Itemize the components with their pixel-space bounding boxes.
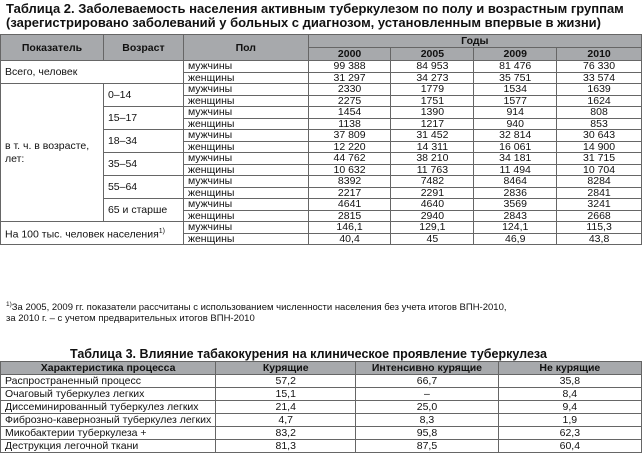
value-cell: 2836	[474, 187, 557, 199]
value-cell: 38 210	[391, 153, 474, 165]
value-cell: 57,2	[216, 375, 356, 388]
table-row	[1, 440, 642, 453]
header-sex: Пол	[183, 35, 308, 61]
value-cell: 31 715	[557, 153, 642, 165]
value-cell: 8392	[308, 176, 391, 188]
value-cell: 35,8	[498, 375, 641, 388]
header-year-2009: 2009	[474, 48, 557, 61]
value-cell: 45	[391, 233, 474, 245]
value-cell: 43,8	[557, 233, 642, 245]
value-cell: 1639	[557, 84, 642, 96]
value-cell: 37 809	[308, 130, 391, 142]
value-cell: 34 273	[391, 72, 474, 84]
value-cell: 4,7	[216, 414, 356, 427]
value-cell: 4640	[391, 199, 474, 211]
table-row	[1, 388, 642, 401]
value-cell: 3241	[557, 199, 642, 211]
table2-title	[6, 2, 642, 30]
sex-cell: мужчины	[183, 61, 308, 73]
table2	[0, 34, 642, 245]
value-cell: 2217	[308, 187, 391, 199]
value-cell: 95,8	[356, 427, 498, 440]
row-label-total: Всего, человек	[1, 61, 184, 84]
row-label: Распространенный процесс	[1, 375, 216, 388]
value-cell: 9,4	[498, 401, 641, 414]
value-cell: 1624	[557, 95, 642, 107]
value-cell: 7482	[391, 176, 474, 188]
header-year-2000: 2000	[308, 48, 391, 61]
sex-cell: женщины	[183, 233, 308, 245]
age-cell: 0–14	[103, 84, 183, 107]
value-cell: 21,4	[216, 401, 356, 414]
value-cell: 14 311	[391, 141, 474, 153]
value-cell: 33 574	[557, 72, 642, 84]
table-row	[1, 222, 642, 234]
table-row	[1, 401, 642, 414]
value-cell: 60,4	[498, 440, 641, 453]
age-cell: 18–34	[103, 130, 183, 153]
row-label-per100k	[1, 222, 184, 245]
value-cell: 8284	[557, 176, 642, 188]
value-cell: 115,3	[557, 222, 642, 234]
value-cell: 31 297	[308, 72, 391, 84]
sex-cell: мужчины	[183, 153, 308, 165]
value-cell: 30 643	[557, 130, 642, 142]
value-cell: 940	[474, 118, 557, 130]
value-cell: 10 704	[557, 164, 642, 176]
sex-cell: женщины	[183, 164, 308, 176]
value-cell: 32 814	[474, 130, 557, 142]
footnote-mark: 1)	[6, 301, 12, 308]
value-cell: 1751	[391, 95, 474, 107]
row-label: Микобактерии туберкулеза +	[1, 427, 216, 440]
value-cell: 81 476	[474, 61, 557, 73]
value-cell: 1454	[308, 107, 391, 119]
row-label: Фиброзно-кавернозный туберкулез легких	[1, 414, 216, 427]
header-smokers: Курящие	[216, 362, 356, 375]
value-cell: 40,4	[308, 233, 391, 245]
sex-cell: мужчины	[183, 199, 308, 211]
value-cell: 146,1	[308, 222, 391, 234]
footnote-line1: За 2005, 2009 гг. показатели рассчитаны с использованием численности населения без учета итогов ВПН-2010,	[11, 302, 507, 314]
header-year-2010: 2010	[557, 48, 642, 61]
value-cell: 129,1	[391, 222, 474, 234]
value-cell: 84 953	[391, 61, 474, 73]
value-cell: 12 220	[308, 141, 391, 153]
value-cell: 46,9	[474, 233, 557, 245]
sex-cell: мужчины	[183, 84, 308, 96]
header-year-2005: 2005	[391, 48, 474, 61]
value-cell: 31 452	[391, 130, 474, 142]
value-cell: 15,1	[216, 388, 356, 401]
sex-cell: мужчины	[183, 107, 308, 119]
header-indicator: Показатель	[1, 35, 104, 61]
age-group-label: в т. ч. в возрасте, лет:	[5, 139, 90, 165]
value-cell: –	[356, 388, 498, 401]
age-cell: 55–64	[103, 176, 183, 199]
value-cell: 8,4	[498, 388, 641, 401]
value-cell: 34 181	[474, 153, 557, 165]
row-label: Очаговый туберкулез легких	[1, 388, 216, 401]
header-characteristic: Характеристика процесса	[1, 362, 216, 375]
value-cell: 99 388	[308, 61, 391, 73]
value-cell: 2275	[308, 95, 391, 107]
row-label: Диссеминированный туберкулез легких	[1, 401, 216, 414]
value-cell: 11 763	[391, 164, 474, 176]
value-cell: 44 762	[308, 153, 391, 165]
sex-cell: мужчины	[183, 130, 308, 142]
table-row	[1, 427, 642, 440]
value-cell: 914	[474, 107, 557, 119]
value-cell: 83,2	[216, 427, 356, 440]
value-cell: 66,7	[356, 375, 498, 388]
table-row	[1, 84, 642, 96]
header-age: Возраст	[103, 35, 183, 61]
value-cell: 2330	[308, 84, 391, 96]
value-cell: 2940	[391, 210, 474, 222]
value-cell: 1,9	[498, 414, 641, 427]
table-row	[1, 414, 642, 427]
value-cell: 35 751	[474, 72, 557, 84]
value-cell: 2668	[557, 210, 642, 222]
value-cell: 76 330	[557, 61, 642, 73]
value-cell: 124,1	[474, 222, 557, 234]
value-cell: 1534	[474, 84, 557, 96]
sex-cell: женщины	[183, 141, 308, 153]
age-cell: 65 и старше	[103, 199, 183, 222]
value-cell: 81,3	[216, 440, 356, 453]
value-cell: 1217	[391, 118, 474, 130]
value-cell: 14 900	[557, 141, 642, 153]
value-cell: 25,0	[356, 401, 498, 414]
table2-title-line1: Таблица 2. Заболеваемость населения активным туберкулезом по полу и возрастным группам	[6, 1, 624, 16]
header-years: Годы	[308, 35, 641, 48]
value-cell: 853	[557, 118, 642, 130]
row-label: Деструкция легочной ткани	[1, 440, 216, 453]
value-cell: 8464	[474, 176, 557, 188]
row-label-age-group	[1, 84, 104, 222]
table2-body	[1, 61, 642, 245]
header-non-smokers: Не курящие	[498, 362, 641, 375]
per100k-label: На 100 тыс. человек населения	[5, 228, 159, 240]
table-row	[1, 375, 642, 388]
header-heavy-smokers: Интенсивно курящие	[356, 362, 498, 375]
sex-cell: женщины	[183, 95, 308, 107]
sex-cell: женщины	[183, 118, 308, 130]
value-cell: 10 632	[308, 164, 391, 176]
footnote-line2: за 2010 г. – с учетом предварительных итогов ВПН-2010	[6, 313, 255, 325]
value-cell: 2841	[557, 187, 642, 199]
sex-cell: мужчины	[183, 222, 308, 234]
per100k-footnote-mark: 1)	[158, 227, 166, 235]
value-cell: 2843	[474, 210, 557, 222]
sex-cell: женщины	[183, 210, 308, 222]
age-cell: 15–17	[103, 107, 183, 130]
value-cell: 1138	[308, 118, 391, 130]
value-cell: 3569	[474, 199, 557, 211]
value-cell: 11 494	[474, 164, 557, 176]
table-row	[1, 61, 642, 73]
value-cell: 808	[557, 107, 642, 119]
value-cell: 2291	[391, 187, 474, 199]
table2-title-line2: (зарегистрировано заболеваний у больных с диагнозом, установленным впервые в жизни)	[6, 15, 602, 30]
value-cell: 62,3	[498, 427, 641, 440]
value-cell: 87,5	[356, 440, 498, 453]
value-cell: 2815	[308, 210, 391, 222]
sex-cell: мужчины	[183, 176, 308, 188]
value-cell: 1390	[391, 107, 474, 119]
sex-cell: женщины	[183, 72, 308, 84]
table3-body	[1, 375, 642, 453]
value-cell: 1577	[474, 95, 557, 107]
value-cell: 16 061	[474, 141, 557, 153]
table2-footnote	[6, 299, 507, 324]
age-cell: 35–54	[103, 153, 183, 176]
table3-title: Таблица 3. Влияние табакокурения на клиническое проявление туберкулеза	[70, 347, 547, 361]
value-cell: 1779	[391, 84, 474, 96]
sex-cell: женщины	[183, 187, 308, 199]
value-cell: 4641	[308, 199, 391, 211]
table3	[0, 361, 642, 453]
value-cell: 8,3	[356, 414, 498, 427]
